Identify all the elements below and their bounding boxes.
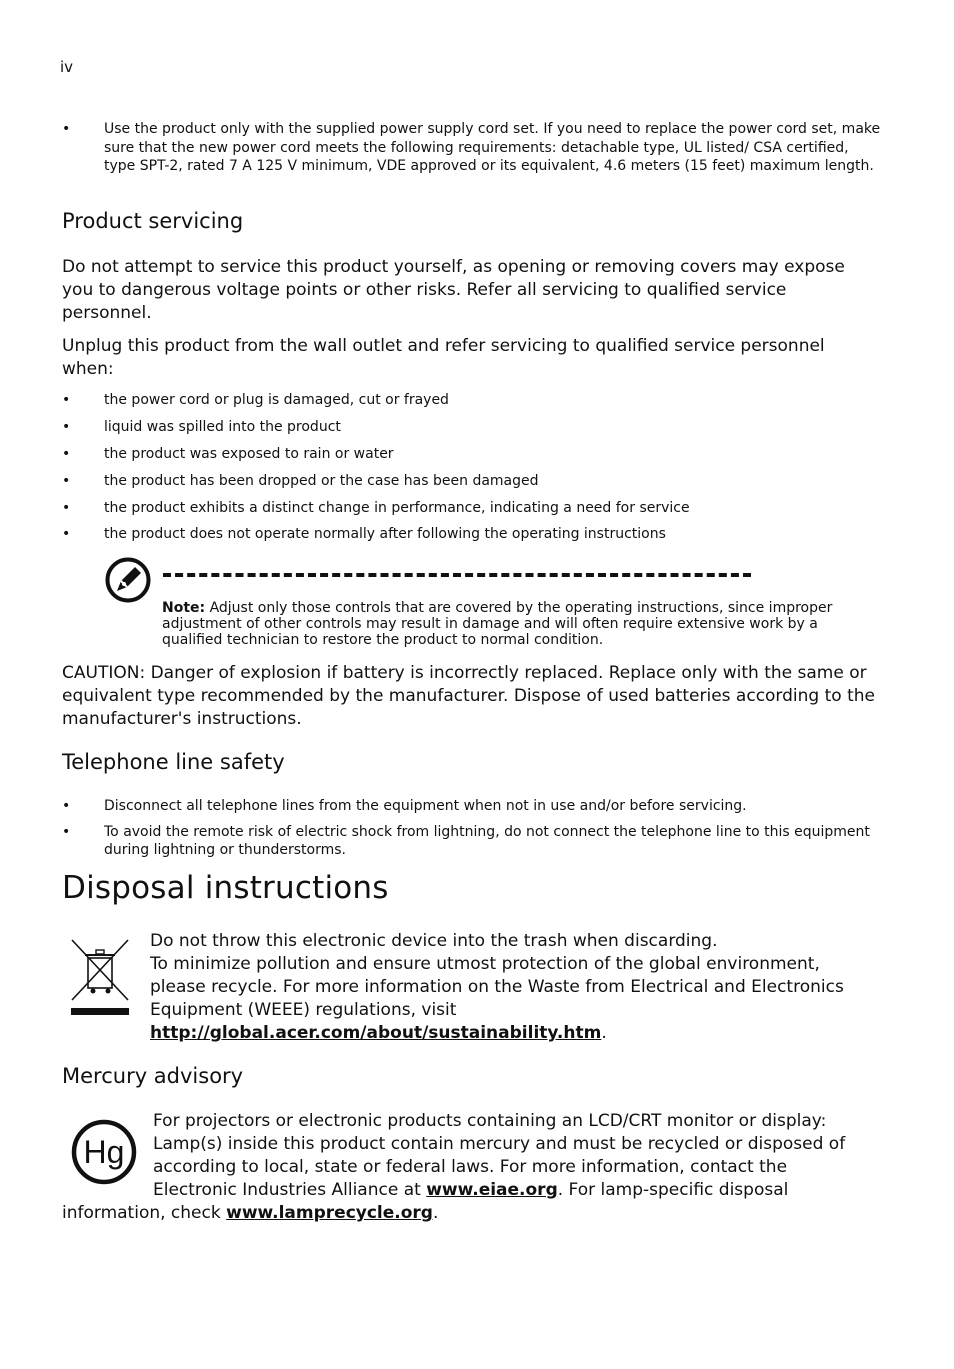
mercury-text-part4: . (432, 1203, 439, 1223)
mercury-text-part1: For projectors or electronic products containing an LCD/CRT monitor or display: Lamp(s) inside this product contain mercury and must be recycled or disposed of according to local, state or federal laws. For more information, contact the Electronic Industries Alliance at (153, 1111, 846, 1200)
note-label: Note: (162, 600, 206, 616)
note-text-block (162, 600, 852, 648)
note-divider (163, 573, 751, 577)
sustainability-link[interactable]: http://global.acer.com/about/sustainability.htm (150, 1023, 602, 1043)
list-item (62, 445, 882, 464)
servicing-conditions-list (62, 391, 882, 552)
bullet-dot: • (62, 121, 71, 137)
bullet-dot: • (62, 798, 71, 814)
product-servicing-heading: Product servicing (62, 209, 244, 233)
unplug-paragraph: Unplug this product from the wall outlet and refer servicing to qualified service personnel when: (62, 336, 825, 379)
list-item-text: liquid was spilled into the product (104, 418, 341, 435)
bullet-dot: • (62, 472, 71, 489)
bullet-dot: • (62, 823, 71, 840)
list-item-text: To avoid the remote risk of electric shock from lightning, do not connect the telephone line to this equipment during lightning or thunderstorms. (104, 823, 870, 858)
lamprecycle-link[interactable]: www.lamprecycle.org (226, 1203, 433, 1223)
caution-paragraph: CAUTION: Danger of explosion if battery is incorrectly replaced. Replace only with the same or equivalent type recommended by the manufacturer. Dispose of used batteries according to the manufacturer's instructions. (62, 663, 875, 729)
crossed-out-wheelie-bin-icon (68, 938, 132, 1020)
disposal-line-2: To minimize pollution and ensure utmost protection of the global environment, please recycle. For more information on the Waste from Electrical and Electronics Equipment (WEEE) regulations, visit (150, 954, 844, 1020)
list-item (62, 418, 882, 437)
list-item-text: Use the product only with the supplied power supply cord set. If you need to replace the power cord set, make sure that the new power cord meets the following requirements: detachable type, UL listed/ CSA certified, type SPT-2, rated 7 A 125 V minimum, VDE approved or its equivalent, 4.6 meters (15 feet) maximum length. (104, 121, 881, 174)
disposal-text-block (150, 930, 870, 1045)
list-item-text: the product exhibits a distinct change in performance, indicating a need for service (104, 499, 690, 516)
bullet-dot: • (62, 499, 71, 516)
hg-icon-text: Hg (83, 1134, 125, 1170)
list-item (62, 472, 882, 491)
mercury-paragraph-2 (62, 1202, 872, 1225)
mercury-text-part3: information, check (62, 1203, 227, 1223)
mercury-text-part2: . For lamp-specific disposal (557, 1180, 789, 1200)
telephone-bullet-list (62, 797, 882, 860)
list-item (62, 797, 882, 816)
page-number: iv (60, 58, 74, 76)
eiae-link[interactable]: www.eiae.org (426, 1180, 558, 1200)
bullet-dot: • (62, 418, 71, 435)
list-item-text: Disconnect all telephone lines from the equipment when not in use and/or before servicing. (104, 798, 747, 814)
list-item (62, 525, 882, 544)
hg-circle-icon (70, 1118, 138, 1186)
link-suffix: . (601, 1023, 607, 1043)
servicing-paragraph: Do not attempt to service this product yourself, as opening or removing covers may expose you to dangerous voltage points or other risks. Refer all servicing to qualified service personnel. (62, 257, 845, 323)
note-body: Adjust only those controls that are covered by the operating instructions, since improper adjustment of other controls may result in damage and will often require extensive work by a qualified technician to restore the product to normal condition. (162, 600, 833, 648)
bullet-dot: • (62, 445, 71, 462)
disposal-line-1: Do not throw this electronic device into the trash when discarding. (150, 931, 718, 951)
disposal-heading: Disposal instructions (62, 870, 389, 906)
bullet-dot: • (62, 392, 71, 408)
pen-in-circle-icon (104, 556, 152, 604)
list-item (62, 823, 882, 860)
list-item (62, 120, 882, 176)
bullet-dot: • (62, 526, 71, 543)
list-item-text: the power cord or plug is damaged, cut or frayed (104, 392, 449, 408)
mercury-paragraph-1 (153, 1110, 873, 1202)
list-item-text: the product does not operate normally after following the operating instructions (104, 526, 666, 543)
list-item-text: the product was exposed to rain or water (104, 445, 394, 462)
list-item-text: the product has been dropped or the case has been damaged (104, 472, 539, 489)
intro-bullet-list (62, 120, 882, 176)
list-item (62, 391, 882, 410)
telephone-heading: Telephone line safety (62, 750, 285, 774)
list-item (62, 499, 882, 518)
mercury-heading: Mercury advisory (62, 1064, 244, 1088)
